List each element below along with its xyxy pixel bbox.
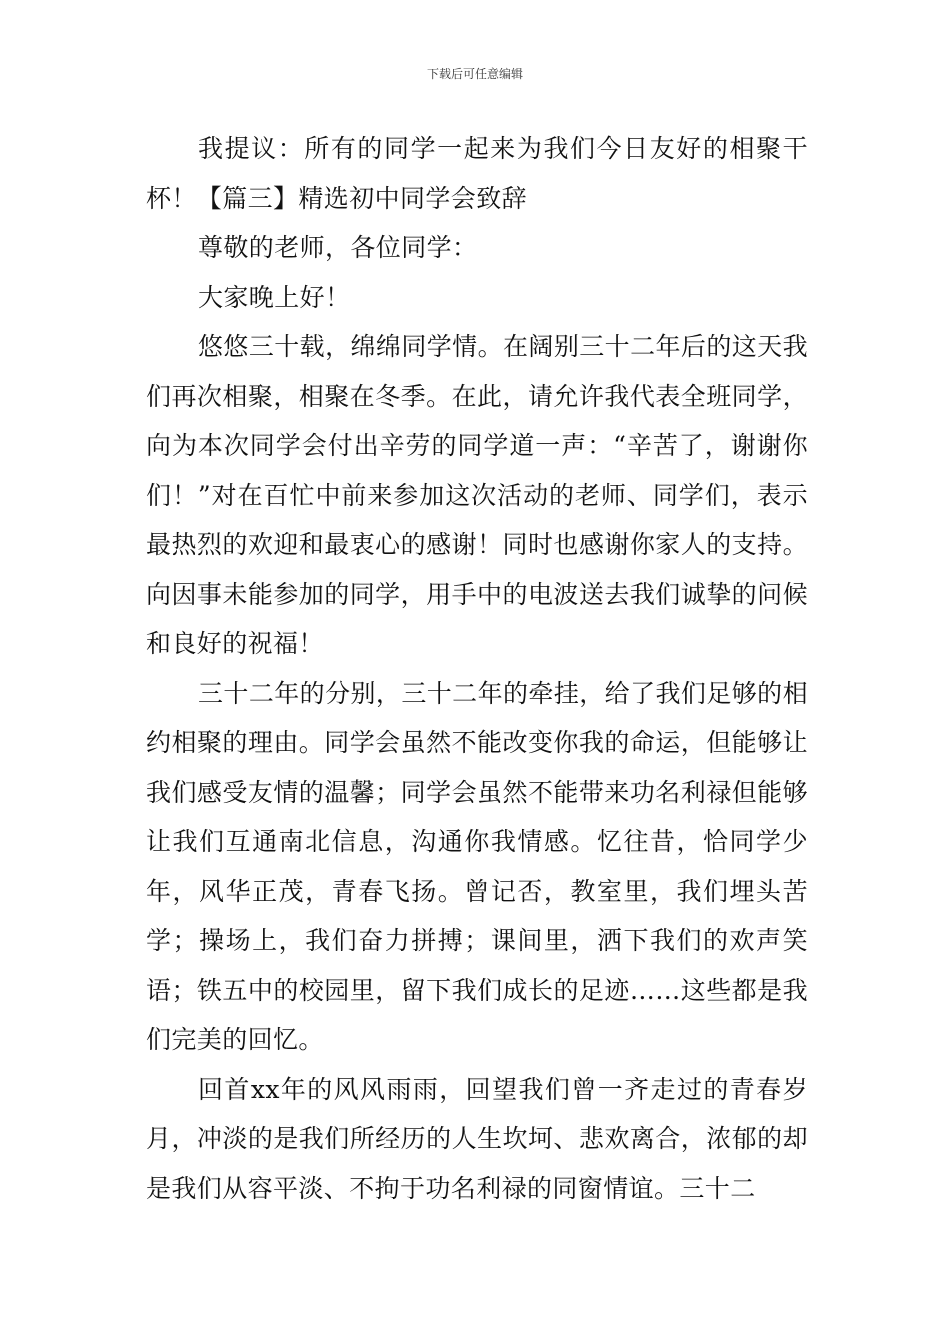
paragraph-body-3: 回首xx年的风风雨雨，回望我们曾一齐走过的青春岁月，冲淡的是我们所经历的人生坎坷、悲欢离合，浓郁的却是我们从容平淡、不拘于功名利禄的同窗情谊。三十二: [146, 1074, 808, 1203]
paragraph-greeting: 大家晚上好！: [198, 282, 351, 312]
paragraph-body-1: 悠悠三十载，绵绵同学情。在阔别三十二年后的这天我们再次相聚，相聚在冬季。在此，请允许我代表全班同学，向为本次同学会付出辛劳的同学道一声：“辛苦了，谢谢你们！”对在百忙中前来参加这次活动的老师、同学们，表示最热烈的欢迎和最衷心的感谢！同时也感谢你家人的支持。向因事未能参加的同学，用手中的电波送去我们诚挚的问候和良好的祝福！: [146, 332, 808, 658]
paragraph-salutation: 尊敬的老师，各位同学：: [198, 233, 478, 262]
document-body: [146, 124, 808, 1213]
page-header: 下载后可任意编辑: [426, 67, 523, 81]
paragraph-toast: 我提议：所有的同学一起来为我们今日友好的相聚干杯！【篇三】精选初中同学会致辞: [146, 134, 808, 213]
paragraph-body-2: 三十二年的分别，三十二年的牵挂，给了我们足够的相约相聚的理由。同学会虽然不能改变你我的命运，但能够让我们感受友情的温馨；同学会虽然不能带来功名利禄但能够让我们互通南北信息，沟通你我情感。忆往昔，恰同学少年，风华正茂，青春飞扬。曾记否，教室里，我们埋头苦学；操场上，我们奋力拼搏；课间里，洒下我们的欢声笑语；铁五中的校园里，留下我们成长的足迹……这些都是我们完美的回忆。: [146, 678, 808, 1054]
